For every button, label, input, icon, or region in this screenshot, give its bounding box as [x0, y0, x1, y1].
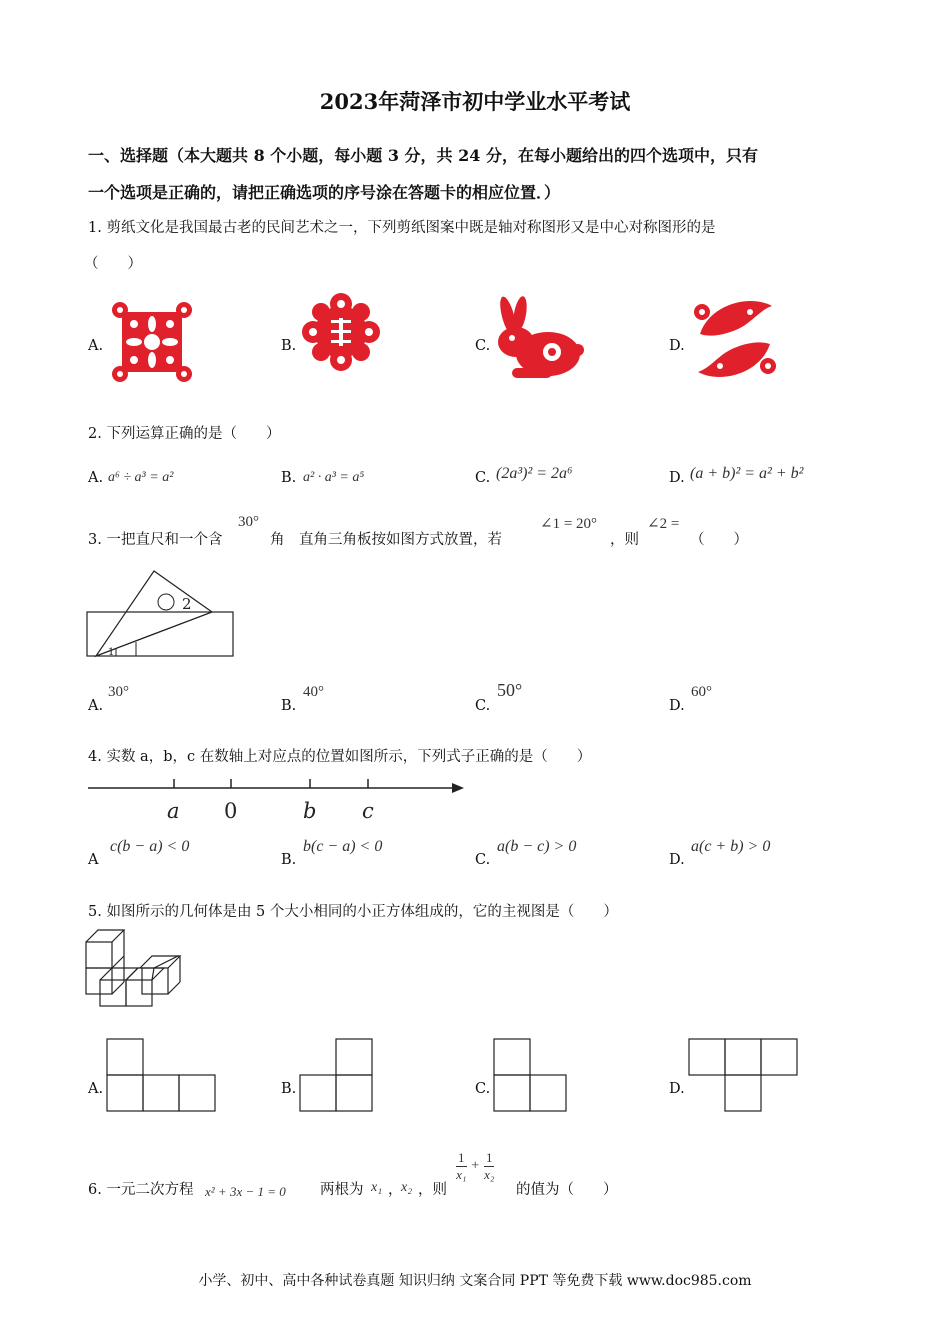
- q5-option-c-view: [493, 1038, 567, 1112]
- q6-text-d: 的值为（ ）: [516, 1182, 618, 1198]
- q5-label-c: C.: [475, 1081, 491, 1097]
- axis-label-c: c: [362, 799, 374, 823]
- q3-fig-label-1: 1: [108, 647, 115, 658]
- q1-label-a: A.: [88, 338, 104, 354]
- q6-frac2-num: 1: [485, 1150, 493, 1165]
- q3-label-c: C.: [475, 698, 491, 714]
- q3-option-b: 40°: [303, 684, 324, 700]
- q1-label-d: D.: [669, 338, 685, 354]
- q3-blank: （ ）: [690, 532, 748, 548]
- q2-option-d: (a + b)² = a² + b²: [690, 465, 804, 482]
- q2-option-b: a² · a³ = a⁵: [303, 470, 365, 485]
- q2-label-d: D.: [669, 470, 685, 486]
- q5-label-b: B.: [281, 1081, 297, 1097]
- q5-label-d: D.: [669, 1081, 685, 1097]
- q3-angle30: 30°: [238, 514, 259, 530]
- q6-fraction-1: [456, 1150, 467, 1183]
- q4-label-a: A: [88, 852, 99, 868]
- q4-option-d: a(c + b) > 0: [691, 838, 771, 855]
- q3-option-a: 30°: [108, 684, 129, 700]
- q1-label-c: C.: [475, 338, 491, 354]
- q4-option-c: a(b − c) > 0: [497, 838, 577, 855]
- page-title: 2023年菏泽市初中学业水平考试: [319, 89, 631, 114]
- q6-frac2-den: x₂: [484, 1167, 495, 1182]
- q3-option-d: 60°: [691, 684, 712, 700]
- q2-label-c: C.: [475, 470, 491, 486]
- q2-option-c: (2a³)² = 2a⁶: [496, 465, 573, 482]
- section-header-line2: 一个选项是正确的，请把正确选项的序号涂在答题卡的相应位置．）: [88, 183, 561, 202]
- q5-option-a-view: [106, 1038, 216, 1112]
- papercut-a-image: [112, 302, 192, 382]
- q6-frac1-den: x₁: [456, 1167, 467, 1182]
- q6-frac1-num: 1: [458, 1150, 465, 1165]
- axis-label-0: 0: [224, 799, 238, 823]
- q2-text: 2. 下列运算正确的是（ ）: [88, 426, 281, 442]
- q2-label-b: B.: [281, 470, 297, 486]
- q6-fraction-expression: [456, 1150, 494, 1183]
- q3-label-b: B.: [281, 698, 297, 714]
- page-footer: 小学、初中、高中各种试卷真题 知识归纳 文案合同 PPT 等免费下载 www.doc985.com: [198, 1273, 752, 1289]
- q4-option-a: c(b − a) < 0: [110, 838, 190, 855]
- q3-ruler-triangle-figure: [86, 568, 236, 660]
- q4-number-line: [88, 774, 468, 824]
- q1-label-b: B.: [281, 338, 297, 354]
- q6-x2: x₂: [401, 1180, 413, 1195]
- q6-text-b: 两根为: [320, 1182, 364, 1198]
- q4-text: 4. 实数 a，b，c 在数轴上对应点的位置如图所示，下列式子正确的是（ ）: [88, 749, 592, 765]
- papercut-d-image: [690, 294, 780, 384]
- q3-text-a: 3. 一把直尺和一个含: [88, 532, 223, 548]
- q6-plus: +: [471, 1158, 480, 1174]
- q6-fraction-2: [484, 1150, 495, 1183]
- q3-ask: ∠2 =: [647, 516, 680, 532]
- q1-blank: （ ）: [84, 256, 142, 272]
- q5-text: 5. 如图所示的几何体是由 5 个大小相同的小正方体组成的，它的主视图是（ ）: [88, 904, 618, 920]
- papercut-b-image: [301, 292, 381, 372]
- q6-text-a: 6. 一元二次方程: [88, 1182, 194, 1198]
- q3-text-c: ，则: [610, 532, 639, 548]
- axis-label-a: a: [167, 799, 180, 823]
- axis-label-b: b: [303, 799, 317, 823]
- q4-label-d: D.: [669, 852, 685, 868]
- q6-x1: x₁: [371, 1180, 383, 1195]
- q3-label-a: A.: [88, 698, 104, 714]
- q3-text-b: 角 直角三角板按如图方式放置，若: [270, 532, 502, 548]
- q6-text-c: ，则: [418, 1182, 447, 1198]
- q3-label-d: D.: [669, 698, 685, 714]
- q6-sep: ，: [388, 1182, 403, 1198]
- q4-label-b: B.: [281, 852, 297, 868]
- q3-option-c: 50°: [497, 680, 523, 700]
- q5-option-d-view: [688, 1038, 798, 1112]
- papercut-c-image: [492, 296, 584, 382]
- q5-option-b-view: [299, 1038, 373, 1112]
- q6-equation: x² + 3x − 1 = 0: [205, 1184, 286, 1199]
- q2-option-a: a⁶ ÷ a³ = a²: [108, 470, 174, 485]
- q5-label-a: A.: [88, 1081, 104, 1097]
- q3-fig-label-2: 2: [182, 595, 192, 613]
- section-header-line1: 一、选择题（本大题共 8 个小题，每小题 3 分，共 24 分，在每小题给出的四个选项中，只有: [88, 146, 758, 165]
- q4-label-c: C.: [475, 852, 491, 868]
- q2-label-a: A.: [88, 470, 104, 486]
- q4-option-b: b(c − a) < 0: [303, 838, 383, 855]
- q1-text: 1. 剪纸文化是我国最古老的民间艺术之一，下列剪纸图案中既是轴对称图形又是中心对称图形的是: [88, 220, 716, 236]
- q5-cube-solid-figure: [84, 928, 186, 1010]
- q3-condition: ∠1 = 20°: [540, 516, 598, 532]
